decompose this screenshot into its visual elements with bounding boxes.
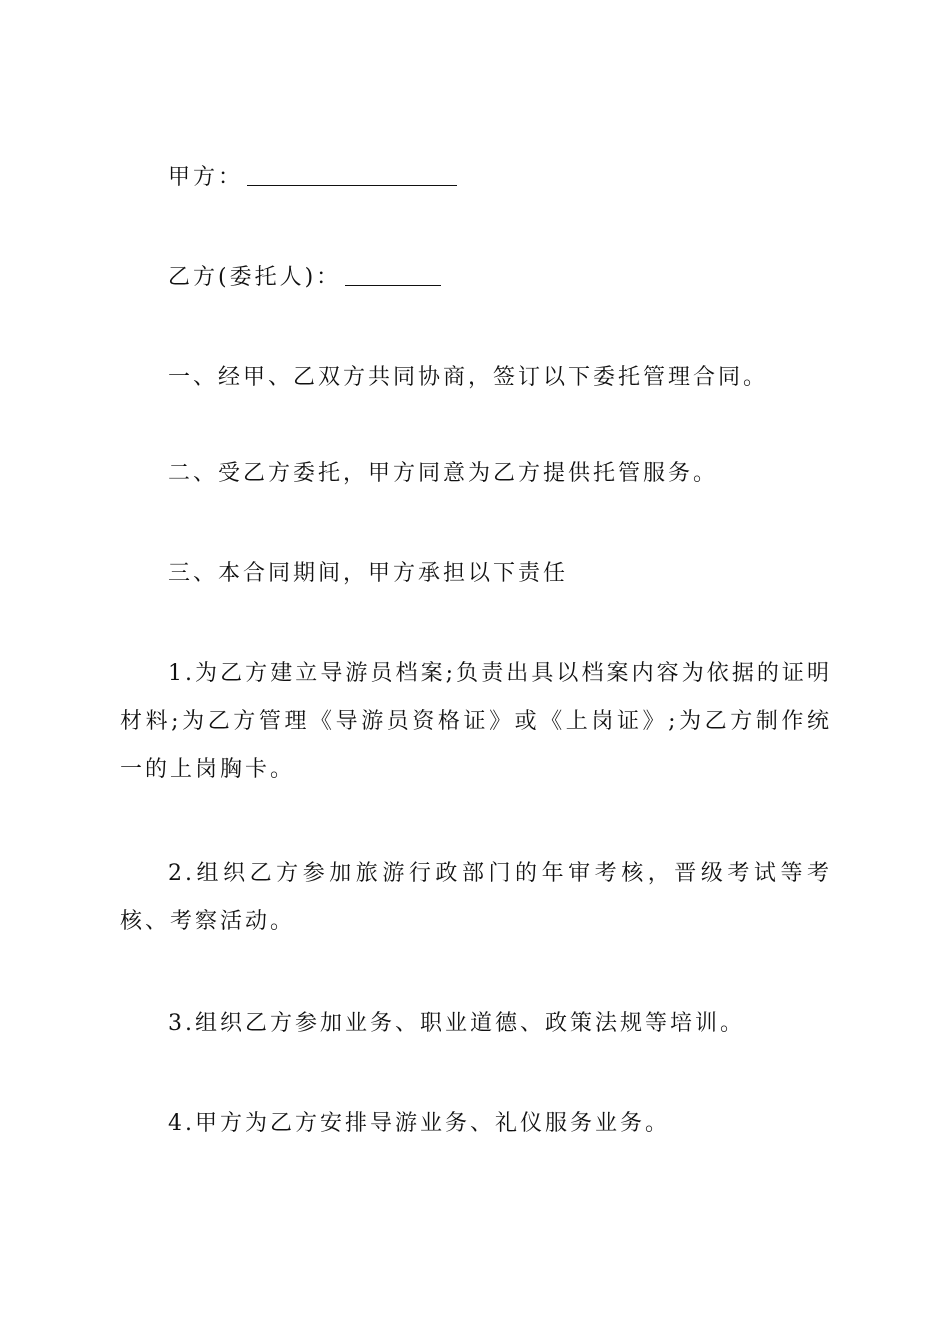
party-b-line — [120, 254, 840, 302]
party-a-blank — [247, 163, 457, 186]
party-b-label: 乙方(委托人)： — [168, 265, 342, 290]
clause-3: 三、本合同期间，甲方承担以下责任 — [168, 561, 569, 586]
item-2: 2.组织乙方参加旅游行政部门的年审考核，晋级考试等考核、考察活动。 — [120, 861, 832, 934]
item-3: 3.组织乙方参加业务、职业道德、政策法规等培训。 — [168, 1011, 745, 1036]
item-1: 1.为乙方建立导游员档案;负责出具以档案内容为依据的证明材料;为乙方管理《导游员资格证》或《上岗证》;为乙方制作统一的上岗胸卡。 — [120, 661, 832, 782]
party-a-label: 甲方： — [168, 165, 244, 190]
party-a-line — [120, 154, 840, 202]
clause-1: 一、经甲、乙双方共同协商，签订以下委托管理合同。 — [168, 365, 769, 390]
item-4: 4.甲方为乙方安排导游业务、礼仪服务业务。 — [168, 1111, 670, 1136]
clause-2: 二、受乙方委托，甲方同意为乙方提供托管服务。 — [168, 461, 719, 486]
party-b-blank — [345, 263, 441, 286]
